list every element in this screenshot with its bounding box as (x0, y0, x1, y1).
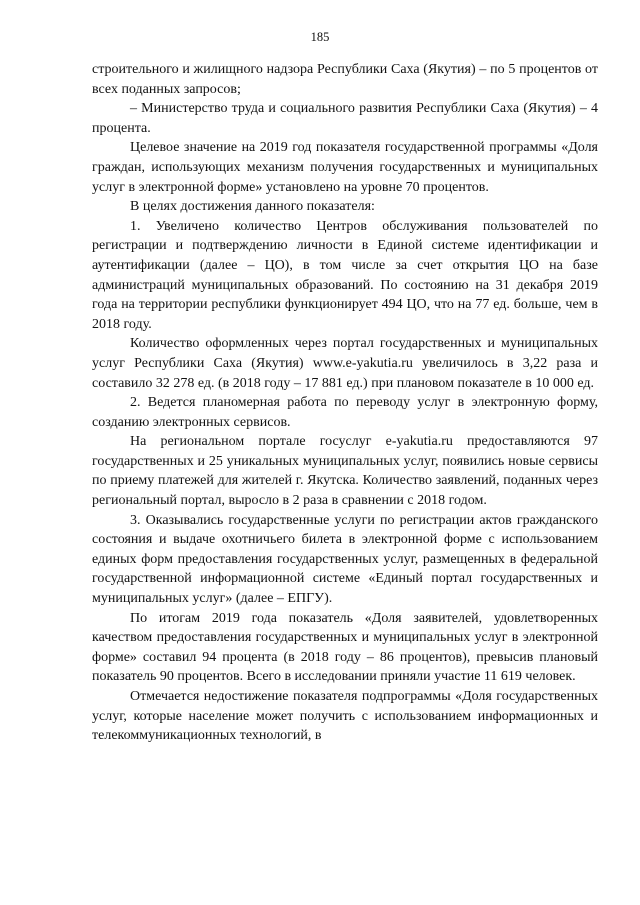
paragraph-item-2: 2. Ведется планомерная работа по переводу услуг в электронную форму, созданию электронных сервисов. (92, 395, 598, 430)
paragraph-portal-count: Количество оформленных через портал государственных и муниципальных услуг Республики Саха (Якутия) www.e-yakutia.ru увеличилось в 3,22 раза и составило 32 278 ед. (в 2018 году – 17 881 ед.) при плановом показателе в 10 000 ед. (92, 336, 598, 391)
paragraph-underachievement: Отмечается недостижение показателя подпрограммы «Доля государственных услуг, которые население может получить с использованием информационных и телекоммуникационных технологий, в (92, 689, 598, 744)
paragraph-results-2019: По итогам 2019 года показатель «Доля заявителей, удовлетворенных качеством предоставления государственных и муниципальных услуг в электронной форме» составил 94 процента (в 2018 году – 86 процентов), превысив плановый показатель 90 процентов. Всего в исследовании приняли участие 11 619 человек. (92, 610, 598, 685)
page-number: 185 (310, 30, 330, 44)
document-body (92, 60, 598, 746)
paragraph-regional-portal: На региональном портале госуслуг e-yakutia.ru предоставляются 97 государственных и 25 уникальных муниципальных услуг, появились новые сервисы по приему платежей для жителей г. Якутска. Количество заявлений, поданных через региональный портал, выросло в 2 раза в сравнении с 2018 годом. (92, 434, 598, 509)
paragraph-ministry-labor: – Министерство труда и социального развития Республики Саха (Якутия) – 4 процента. (92, 101, 598, 136)
paragraph-continuation: строительного и жилищного надзора Республики Саха (Якутия) – по 5 процентов от всех поданных запросов; (92, 62, 598, 97)
paragraph-target-value: Целевое значение на 2019 год показателя государственной программы «Доля граждан, использующих механизм получения государственных и муниципальных услуг в электронной форме» установлено на уровне 70 процентов. (92, 140, 598, 195)
paragraph-item-3: 3. Оказывались государственные услуги по регистрации актов гражданского состояния и выдаче охотничьего билета в электронной форме с использованием единых форм предоставления государственных услуг, размещенных в федеральной государственной информационной системе «Единый портал государственных и муниципальных услуг» (далее – ЕПГУ). (92, 512, 598, 607)
paragraph-goals-intro: В целях достижения данного показателя: (130, 199, 375, 215)
paragraph-item-1: 1. Увеличено количество Центров обслуживания пользователей по регистрации и подтверждению личности в Единой системе идентификации и аутентификации (далее – ЦО), в том числе за счет открытия ЦО на базе администраций муниципальных образований. По состоянию на 31 декабря 2019 года на территории республики функционирует 494 ЦО, что на 77 ед. больше, чем в 2018 году. (92, 218, 598, 332)
